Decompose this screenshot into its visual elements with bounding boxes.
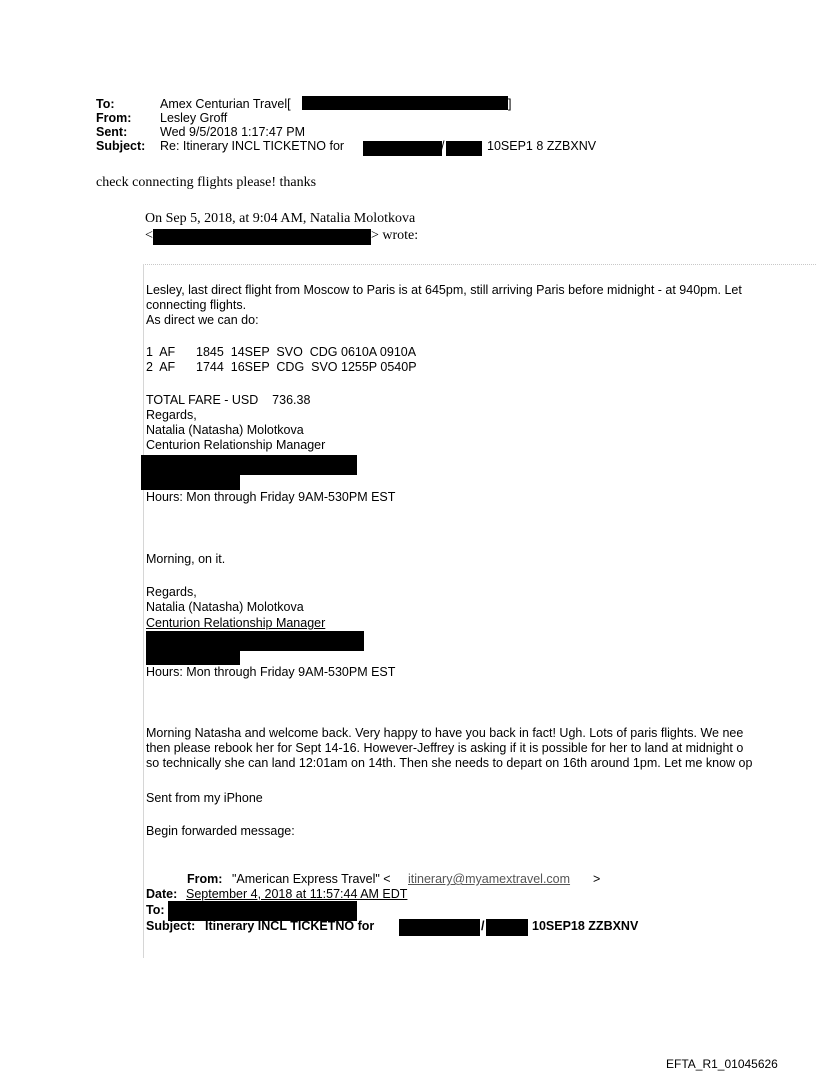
- signature-hours: Hours: Mon through Friday 9AM-530PM EST: [146, 665, 396, 679]
- fwd-from-name: "American Express Travel" <: [232, 872, 391, 886]
- redaction-box: [486, 919, 528, 936]
- msg1-line1: Lesley, last direct flight from Moscow to Paris is at 645pm, still arriving Paris before midnight - at 940pm. Let: [146, 283, 742, 297]
- fwd-subject-slash: /: [481, 919, 485, 933]
- redaction-box: [363, 139, 445, 156]
- redaction-box: [302, 96, 508, 110]
- subject-label: Subject:: [96, 139, 146, 153]
- regards: Regards,: [146, 408, 197, 422]
- itinerary-row: 1 AF 1845 14SEP SVO CDG 0610A 0910A: [146, 345, 417, 359]
- redaction-box: [168, 901, 357, 921]
- fwd-date-value: September 4, 2018 at 11:57:44 AM EDT: [186, 887, 408, 901]
- quote-divider: [143, 264, 816, 265]
- fwd-subject-suffix: 10SEP18 ZZBXNV: [532, 919, 639, 933]
- total-fare: TOTAL FARE - USD 736.38: [146, 393, 311, 407]
- from-label: From:: [96, 111, 132, 125]
- quote-intro-line: On Sep 5, 2018, at 9:04 AM, Natalia Molotkova: [145, 211, 416, 226]
- redaction-box: [399, 919, 480, 936]
- to-label: To:: [96, 97, 115, 111]
- subject-slash: /: [441, 139, 445, 153]
- signature-name: Natalia (Natasha) Molotkova: [146, 600, 304, 614]
- sent-label: Sent:: [96, 125, 128, 139]
- redaction-box: [446, 141, 482, 156]
- quote-intro-wrote: > wrote:: [371, 228, 419, 243]
- fwd-subject-prefix: Itinerary INCL TICKETNO for: [205, 919, 375, 933]
- signature-role: Centurion Relationship Manager: [146, 616, 326, 630]
- redaction-box: [141, 455, 357, 475]
- msg1-line3: As direct we can do:: [146, 313, 259, 327]
- to-value: Amex Centurian Travel[: [160, 97, 291, 111]
- fwd-date-label: Date:: [146, 887, 178, 901]
- fwd-subject-label: Subject:: [146, 919, 196, 933]
- quote-intro-lt: <: [145, 228, 153, 243]
- redaction-box: [153, 229, 371, 245]
- subject-prefix: Re: Itinerary INCL TICKETNO for: [160, 139, 345, 153]
- bates-number: EFTA_R1_01045626: [666, 1057, 778, 1071]
- signature-hours: Hours: Mon through Friday 9AM-530PM EST: [146, 490, 396, 504]
- sent-value: Wed 9/5/2018 1:17:47 PM: [160, 125, 306, 139]
- redaction-box: [141, 474, 240, 490]
- msg3-line2: then please rebook her for Sept 14-16. However-Jeffrey is asking if it is possible for her to land at midnight o: [146, 741, 744, 755]
- msg3-line3: so technically she can land 12:01am on 14th. Then she needs to depart on 16th around 1pm. Let me know op: [146, 756, 753, 770]
- to-close: ]: [508, 97, 512, 111]
- msg1-line2: connecting flights.: [146, 298, 247, 312]
- fwd-from-label: From:: [187, 872, 223, 886]
- reply-body: check connecting flights please! thanks: [96, 175, 317, 190]
- redaction-box: [146, 631, 364, 651]
- fwd-to-label: To:: [146, 903, 165, 917]
- fwd-from-email-link[interactable]: itinerary@myamextravel.com: [408, 872, 571, 886]
- fwd-from-close: >: [593, 872, 601, 886]
- subject-suffix: 10SEP1 8 ZZBXNV: [487, 139, 597, 153]
- itinerary-row: 2 AF 1744 16SEP CDG SVO 1255P 0540P: [146, 360, 417, 374]
- msg3-forwarded: Begin forwarded message:: [146, 824, 295, 838]
- from-value: Lesley Groff: [160, 111, 228, 125]
- redaction-box: [146, 650, 240, 665]
- quote-bar: [143, 264, 144, 958]
- msg2-greeting: Morning, on it.: [146, 552, 226, 566]
- msg3-line1: Morning Natasha and welcome back. Very happy to have you back in fact! Ugh. Lots of paris flights. We nee: [146, 726, 744, 740]
- signature-role: Centurion Relationship Manager: [146, 438, 326, 452]
- regards: Regards,: [146, 585, 197, 599]
- signature-name: Natalia (Natasha) Molotkova: [146, 423, 304, 437]
- msg3-signature: Sent from my iPhone: [146, 791, 263, 805]
